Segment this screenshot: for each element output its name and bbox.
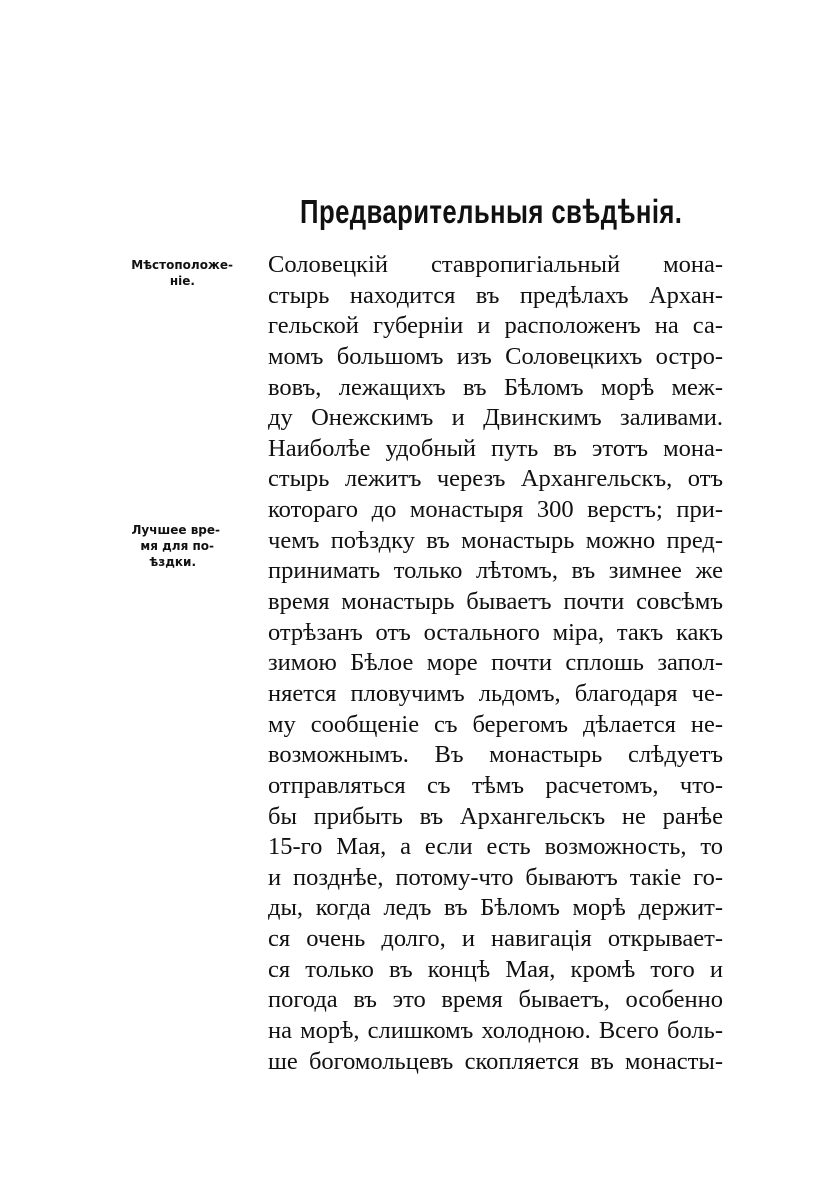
margin-note-line: ніе. — [169, 274, 195, 288]
text-line: вовъ, лежащихъ въ Бѣломъ морѣ меж- — [268, 373, 723, 401]
text-line: ду Онежскимъ и Двинскимъ заливами. — [268, 404, 723, 432]
margin-note-line: ѣздки. — [149, 555, 196, 569]
text-line: чемъ поѣздку въ монастырь можно пред- — [268, 526, 723, 554]
text-line: стырь находится въ предѣлахъ Архан- — [268, 281, 723, 309]
text-line: отрѣзанъ отъ остального міра, такъ какъ — [268, 618, 723, 646]
text-line: и позднѣе, потому-что бываютъ такіе го- — [268, 863, 723, 891]
text-line: ше богомольцевъ скопляется въ монасты- — [268, 1047, 723, 1075]
margin-note-line: Лучшее вре- — [131, 523, 220, 537]
text-line: зимою Бѣлое море почти сплошь запол- — [268, 649, 723, 677]
text-line: стырь лежитъ черезъ Архангельскъ, отъ — [268, 465, 723, 493]
margin-note-location — [131, 257, 233, 289]
text-line: ды, когда ледъ въ Бѣломъ морѣ держит- — [268, 894, 723, 922]
text-line: ся только въ концѣ Мая, кромѣ того и — [268, 955, 723, 983]
text-line: бы прибыть въ Архангельскъ не ранѣе — [268, 802, 723, 830]
text-line: время монастырь бываетъ почти совсѣмъ — [268, 588, 723, 616]
text-line: 15-го Мая, а если есть возможность, то — [268, 833, 723, 861]
text-line: ся очень долго, и навигація открывает- — [268, 925, 723, 953]
text-line: няется пловучимъ льдомъ, благодаря че- — [268, 679, 723, 707]
text-line: гельской губерніи и расположенъ на са- — [268, 312, 723, 340]
text-line: на морѣ, слишкомъ холодною. Всего боль- — [268, 1017, 723, 1045]
margin-note-line: мя для по- — [140, 539, 214, 553]
text-line: момъ большомъ изъ Соловецкихъ остро- — [268, 342, 723, 370]
text-line: котораго до монастыря 300 верстъ; при- — [268, 496, 723, 524]
text-line: Соловецкій ставропигіальный мона- — [268, 251, 723, 278]
margin-note-line: Мѣстоположе- — [131, 258, 233, 272]
margin-note-best-time — [131, 522, 220, 570]
text-line: погода въ это время бываетъ, особенно — [268, 986, 723, 1014]
text-line: му сообщеніе съ берегомъ дѣлается не- — [268, 710, 723, 738]
text-line: отправляться съ тѣмъ расчетомъ, что- — [268, 771, 723, 799]
section-title: Предварительныя свѣдѣнія. — [300, 193, 683, 230]
text-line: Наиболѣе удобный путь въ этотъ мона- — [268, 434, 723, 462]
text-line: возможнымъ. Въ монастырь слѣдуетъ — [268, 741, 723, 769]
text-line: принимать только лѣтомъ, въ зимнее же — [268, 557, 723, 585]
body-text — [268, 250, 723, 1077]
